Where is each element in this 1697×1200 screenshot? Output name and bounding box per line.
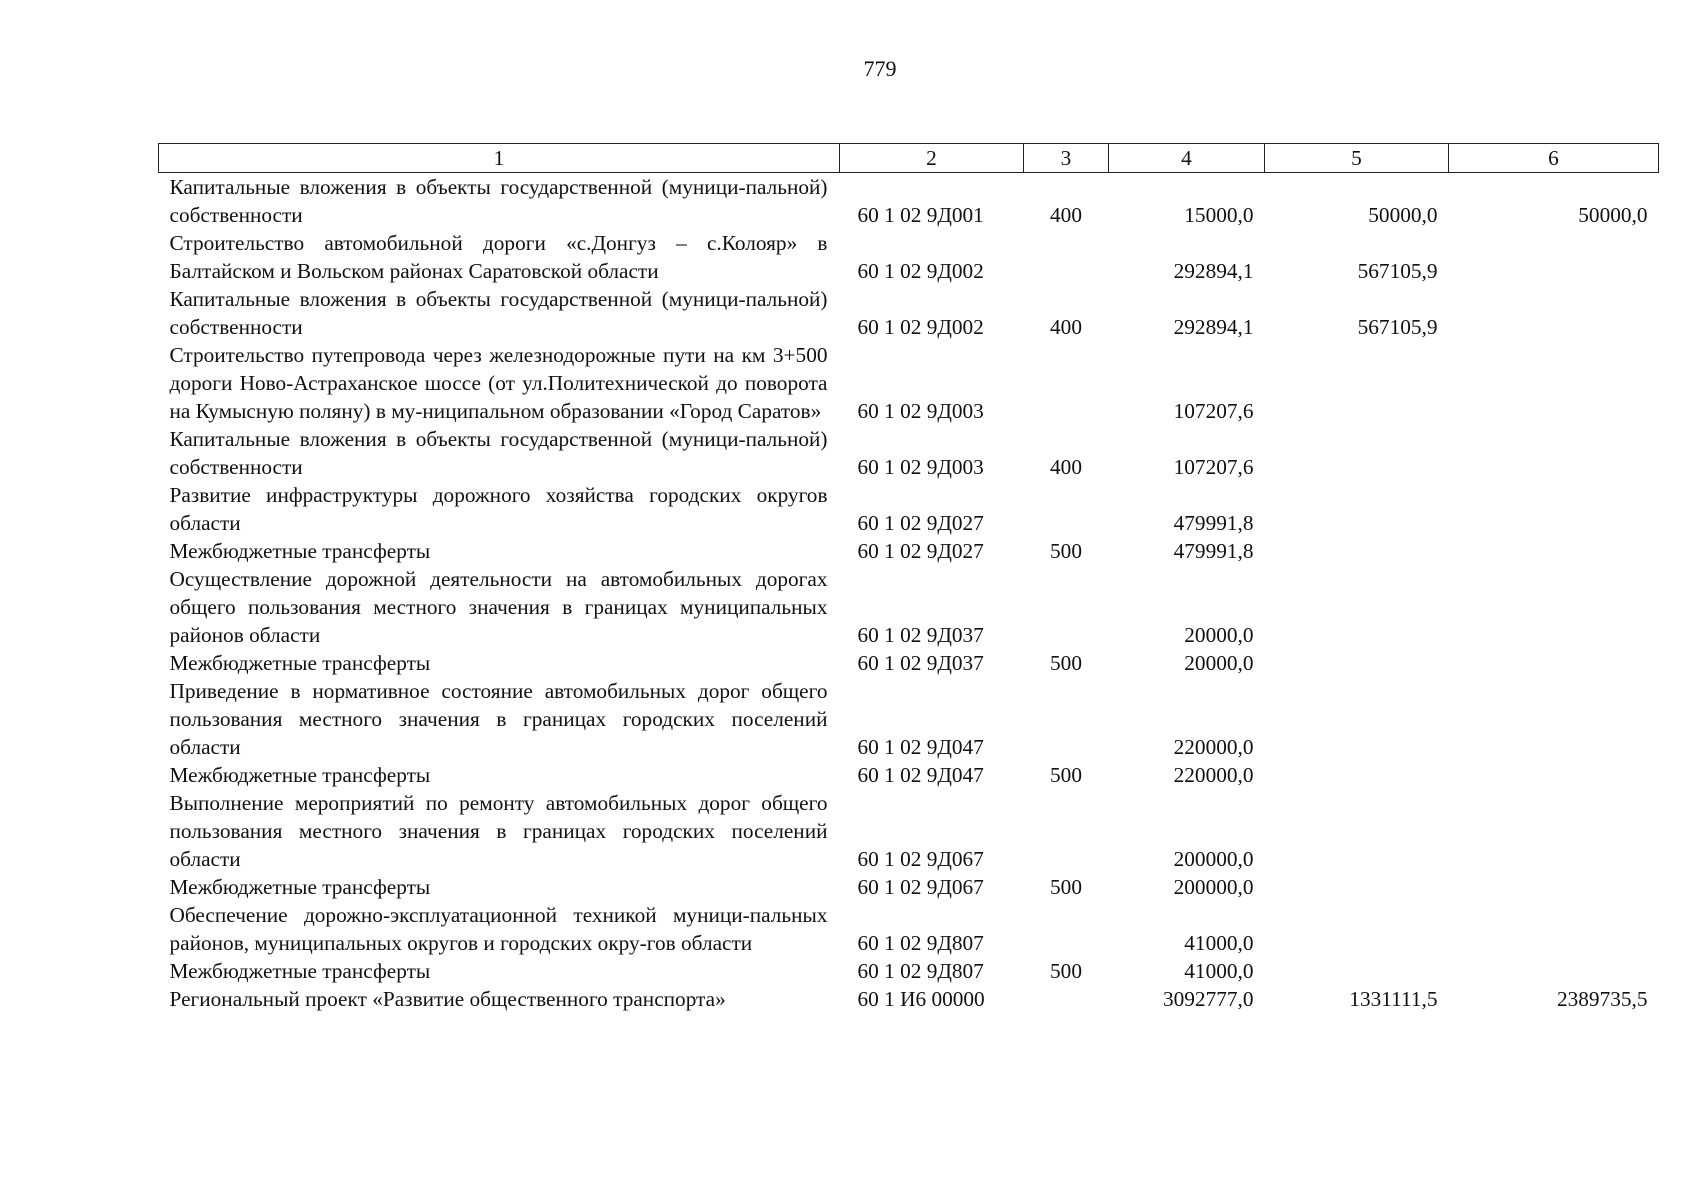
row-amount-col4: 292894,1 [1173, 259, 1254, 283]
table-header-row [159, 144, 1659, 173]
page-number: 779 [863, 56, 897, 81]
row-code: 60 1 02 9Д037 [857, 623, 984, 647]
row-amount-col6 [1449, 957, 1659, 985]
row-code: 60 1 02 9Д037 [857, 651, 984, 675]
row-amount-col4: 220000,0 [1173, 735, 1254, 759]
row-expense-type: 400 [1050, 315, 1082, 339]
row-amount-col5 [1265, 425, 1449, 481]
row-expense-type [1024, 985, 1109, 1013]
row-expense-type [1024, 229, 1109, 285]
row-amount-col6 [1449, 873, 1659, 901]
row-expense-type: 400 [1050, 203, 1082, 227]
row-expense-type: 500 [1050, 539, 1082, 563]
row-code: 60 1 02 9Д002 [857, 315, 984, 339]
row-expense-type: 500 [1050, 875, 1082, 899]
row-amount-col6 [1449, 229, 1659, 285]
column-header-6: 6 [1449, 144, 1659, 173]
table-row [159, 425, 1659, 481]
table-row [159, 985, 1659, 1013]
column-header-1: 1 [159, 144, 840, 173]
row-amount-col4: 3092777,0 [1162, 987, 1254, 1011]
row-name: Межбюджетные трансферты [169, 763, 431, 787]
row-amount-col6 [1449, 537, 1659, 565]
row-name: Развитие инфраструктуры дорожного хозяйства городских округов области [169, 483, 828, 535]
row-code: 60 1 02 9Д067 [857, 875, 984, 899]
row-code: 60 1 02 9Д807 [857, 931, 984, 955]
row-amount-col4: 107207,6 [1173, 399, 1254, 423]
row-amount-col5 [1265, 901, 1449, 957]
row-name: Капитальные вложения в объекты государственной (муници-пальной) собственности [169, 287, 828, 339]
row-amount-col5 [1265, 761, 1449, 789]
table-row [159, 481, 1659, 537]
row-name: Капитальные вложения в объекты государственной (муници-пальной) собственности [169, 427, 828, 479]
table-row [159, 957, 1659, 985]
table-row [159, 789, 1659, 873]
table-row [159, 649, 1659, 677]
column-header-3: 3 [1024, 144, 1109, 173]
row-amount-col6: 2389735,5 [1556, 987, 1648, 1011]
row-name: Межбюджетные трансферты [169, 875, 431, 899]
row-amount-col6 [1449, 565, 1659, 649]
column-header-2: 2 [840, 144, 1024, 173]
table-row [159, 173, 1659, 230]
row-code: 60 1 02 9Д003 [857, 399, 984, 423]
row-amount-col4: 479991,8 [1173, 539, 1254, 563]
row-amount-col4: 41000,0 [1184, 931, 1254, 955]
row-amount-col4: 20000,0 [1184, 623, 1254, 647]
table-row [159, 537, 1659, 565]
row-amount-col4: 200000,0 [1173, 875, 1254, 899]
row-amount-col5 [1265, 649, 1449, 677]
row-amount-col4: 479991,8 [1173, 511, 1254, 535]
row-expense-type [1024, 677, 1109, 761]
table-row [159, 285, 1659, 341]
row-name: Строительство путепровода через железнодорожные пути на км 3+500 дороги Ново-Астраханское шоссе (от ул.Политехнической до поворота на Кумысную поляну) в му-ниципальном образовании «Город Саратов» [169, 343, 828, 423]
row-name: Обеспечение дорожно-эксплуатационной техникой муници-пальных районов, муниципальных округов и городских окру-гов области [169, 903, 828, 955]
row-name: Приведение в нормативное состояние автомобильных дорог общего пользования местного значения в границах городских поселений области [169, 679, 828, 759]
row-amount-col5 [1265, 957, 1449, 985]
table-body [159, 173, 1659, 1014]
row-amount-col5 [1265, 789, 1449, 873]
row-code: 60 1 02 9Д047 [857, 735, 984, 759]
row-amount-col5: 567105,9 [1357, 315, 1438, 339]
table-row [159, 565, 1659, 649]
row-amount-col5 [1265, 341, 1449, 425]
row-code: 60 1 02 9Д047 [857, 763, 984, 787]
column-header-4: 4 [1109, 144, 1265, 173]
row-amount-col4: 200000,0 [1173, 847, 1254, 871]
row-expense-type [1024, 565, 1109, 649]
row-amount-col4: 15000,0 [1184, 203, 1254, 227]
row-amount-col4: 107207,6 [1173, 455, 1254, 479]
row-amount-col5 [1265, 481, 1449, 537]
row-expense-type [1024, 341, 1109, 425]
table-row [159, 901, 1659, 957]
row-amount-col4: 220000,0 [1173, 763, 1254, 787]
row-amount-col6 [1449, 677, 1659, 761]
row-amount-col5 [1265, 677, 1449, 761]
row-name: Межбюджетные трансферты [169, 959, 431, 983]
row-code: 60 1 И6 00000 [857, 987, 985, 1011]
row-code: 60 1 02 9Д003 [857, 455, 984, 479]
row-name: Осуществление дорожной деятельности на автомобильных дорогах общего пользования местного значения в границах муниципальных районов области [169, 567, 828, 647]
row-amount-col4: 20000,0 [1184, 651, 1254, 675]
row-name: Межбюджетные трансферты [169, 651, 431, 675]
row-name: Капитальные вложения в объекты государственной (муници-пальной) собственности [169, 175, 828, 227]
row-amount-col6 [1449, 425, 1659, 481]
row-amount-col6 [1449, 901, 1659, 957]
table-row [159, 873, 1659, 901]
row-name: Выполнение мероприятий по ремонту автомобильных дорог общего пользования местного значения в границах городских поселений области [169, 791, 828, 871]
column-header-5: 5 [1265, 144, 1449, 173]
table-row [159, 229, 1659, 285]
row-amount-col5 [1265, 565, 1449, 649]
row-expense-type [1024, 481, 1109, 537]
row-amount-col6 [1449, 789, 1659, 873]
row-expense-type [1024, 901, 1109, 957]
row-expense-type: 500 [1050, 959, 1082, 983]
row-code: 60 1 02 9Д027 [857, 539, 984, 563]
row-amount-col5 [1265, 537, 1449, 565]
table-row [159, 677, 1659, 761]
row-amount-col5: 50000,0 [1368, 203, 1438, 227]
row-code: 60 1 02 9Д067 [857, 847, 984, 871]
row-expense-type: 500 [1050, 651, 1082, 675]
row-amount-col4: 41000,0 [1184, 959, 1254, 983]
row-code: 60 1 02 9Д807 [857, 959, 984, 983]
row-amount-col6 [1449, 481, 1659, 537]
row-amount-col6 [1449, 341, 1659, 425]
row-name: Региональный проект «Развитие общественного транспорта» [169, 987, 726, 1011]
row-code: 60 1 02 9Д027 [857, 511, 984, 535]
row-expense-type: 400 [1050, 455, 1082, 479]
row-expense-type: 500 [1050, 763, 1082, 787]
row-amount-col5: 1331111,5 [1349, 987, 1438, 1011]
row-amount-col5 [1265, 873, 1449, 901]
row-amount-col6 [1449, 761, 1659, 789]
row-amount-col4: 292894,1 [1173, 315, 1254, 339]
row-name: Строительство автомобильной дороги «с.Донгуз – с.Колояр» в Балтайском и Вольском районах Саратовской области [169, 231, 828, 283]
table-row [159, 761, 1659, 789]
table-row [159, 341, 1659, 425]
row-name: Межбюджетные трансферты [169, 539, 431, 563]
row-code: 60 1 02 9Д002 [857, 259, 984, 283]
row-amount-col6 [1449, 285, 1659, 341]
row-code: 60 1 02 9Д001 [857, 203, 984, 227]
budget-table [158, 143, 1659, 1013]
row-expense-type [1024, 789, 1109, 873]
row-amount-col6: 50000,0 [1578, 203, 1648, 227]
row-amount-col6 [1449, 649, 1659, 677]
row-amount-col5: 567105,9 [1357, 259, 1438, 283]
